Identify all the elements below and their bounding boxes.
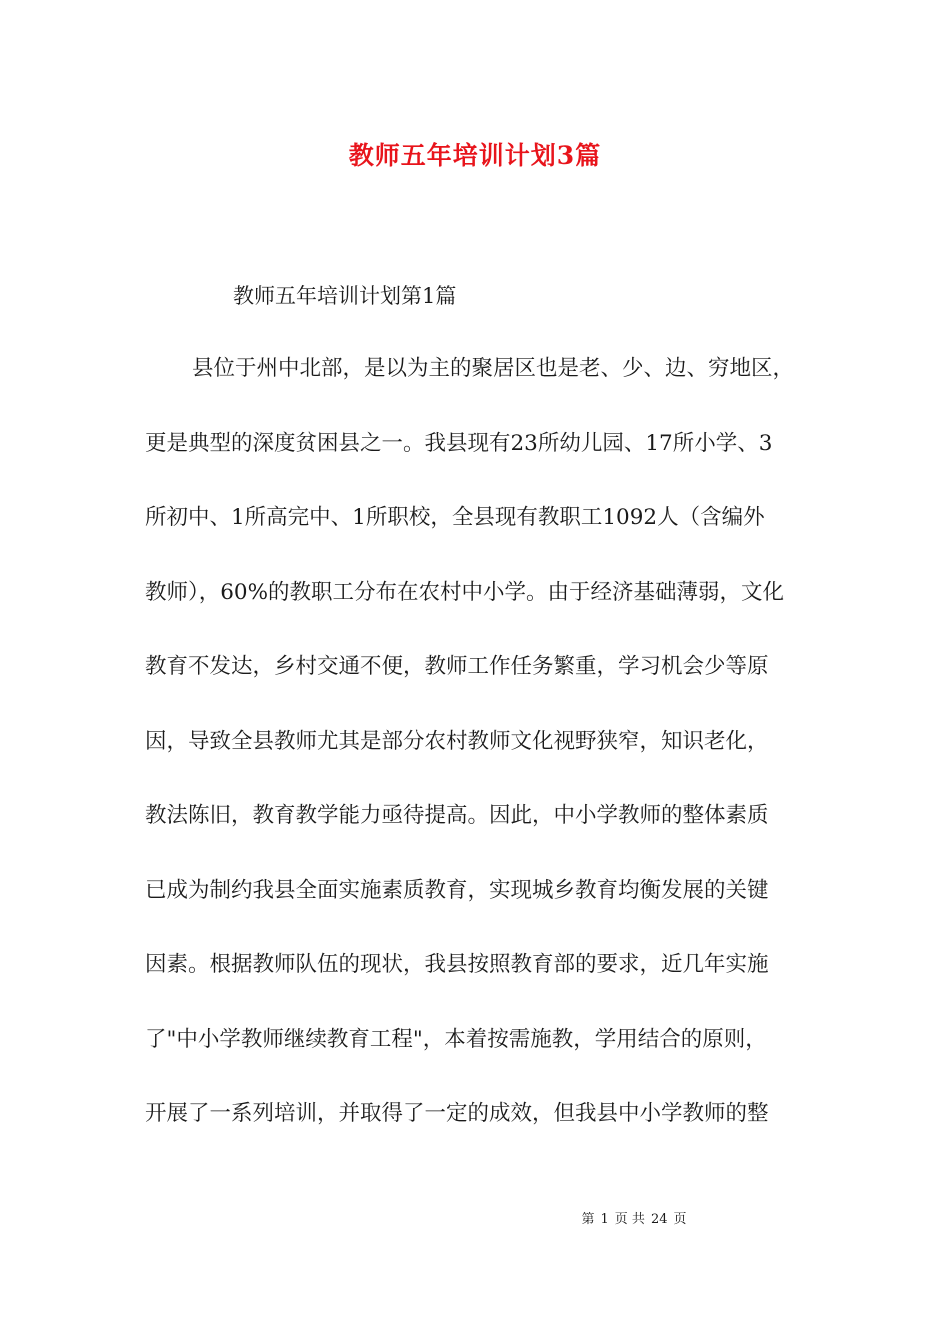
footer-prefix: 第 xyxy=(581,1212,595,1227)
paragraph-line: 所初中、1所高完中、1所职校，全县现有教职工1092人（含编外 xyxy=(145,505,765,530)
paragraph-line: 开展了一系列培训，并取得了一定的成效，但我县中小学教师的整 xyxy=(145,1101,769,1126)
paragraph-line: 教法陈旧，教育教学能力亟待提高。因此，中小学教师的整体素质 xyxy=(145,803,769,828)
paragraph-line: 已成为制约我县全面实施素质教育，实现城乡教育均衡发展的关键 xyxy=(145,877,769,903)
footer-suffix: 页 xyxy=(673,1212,687,1227)
footer-total-pages: 24 xyxy=(650,1212,668,1227)
paragraph-line: 教育不发达，乡村交通不便，教师工作任务繁重，学习机会少等原 xyxy=(145,654,769,679)
paragraph-line: 因素。根据教师队伍的现状，我县按照教育部的要求，近几年实施 xyxy=(145,952,769,977)
footer-mid: 页 共 xyxy=(614,1212,645,1227)
document-title: 教师五年培训计划3篇 xyxy=(348,141,602,170)
paragraph-line: 更是典型的深度贫困县之一。我县现有23所幼儿园、17所小学、3 xyxy=(145,430,773,456)
page-number-footer xyxy=(0,1208,950,1227)
paragraph-line: 因，导致全县教师尤其是部分农村教师文化视野狭窄，知识老化， xyxy=(145,728,769,754)
paragraph-line: 了"中小学教师继续教育工程"，本着按需施教，学用结合的原则， xyxy=(145,1026,767,1052)
body-paragraph xyxy=(145,350,810,1170)
paragraph-line: 教师），60%的教职工分布在农村中小学。由于经济基础薄弱，文化 xyxy=(145,579,785,605)
section-heading: 教师五年培训计划第1篇 xyxy=(233,284,457,308)
footer-current-page: 1 xyxy=(600,1212,609,1227)
paragraph-line: 县位于州中北部，是以为主的聚居区也是老、少、边、穷地区， xyxy=(192,356,795,381)
